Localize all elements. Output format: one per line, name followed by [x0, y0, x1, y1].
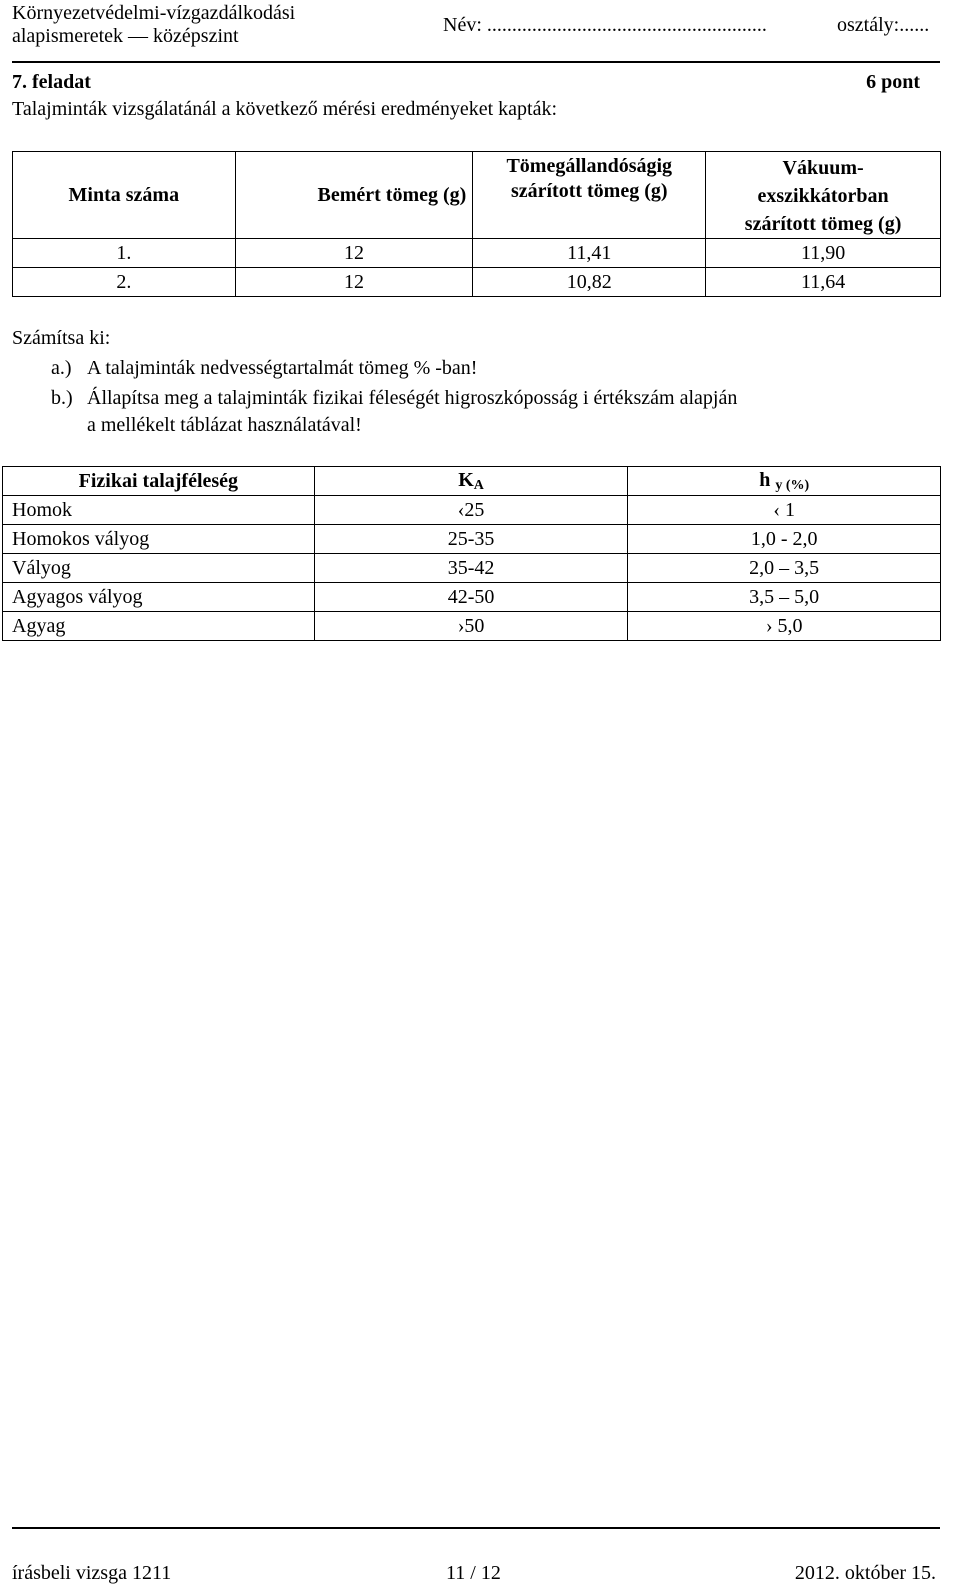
header-hy — [628, 467, 941, 496]
question-b-text-line1: Állapítsa meg a talajminták fizikai féleségét higroszkóposság i értékszám alapján — [87, 387, 738, 409]
table-row — [3, 496, 941, 525]
footer-exam-code: írásbeli vizsga 1211 — [12, 1562, 172, 1584]
cell-vakuum: 11,90 — [706, 239, 941, 268]
class-field: osztály:...... — [837, 14, 930, 36]
header-tomegallando — [473, 152, 706, 239]
footer-page-number: 11 / 12 — [446, 1562, 501, 1584]
footer-rule — [12, 1527, 940, 1529]
cell-ka: 35-42 — [314, 554, 628, 583]
header-hy-sub: y (%) — [775, 477, 810, 493]
header-vakuum-line2: exszikkátorban — [757, 185, 889, 207]
header-ka-main: K — [458, 468, 474, 491]
task-title: 7. feladat — [12, 71, 91, 93]
measurement-table-header — [13, 152, 941, 239]
header-talajfeleseg: Fizikai talajféleség — [3, 467, 315, 496]
cell-soil-name: Homokos vályog — [3, 525, 315, 554]
header-ka-sub: A — [473, 477, 484, 493]
subject-line-2: alapismeretek — középszint — [12, 25, 239, 47]
cell-tomeg: 10,82 — [473, 268, 706, 297]
cell-vakuum: 11,64 — [706, 268, 941, 297]
cell-ka: ‹25 — [314, 496, 628, 525]
header-bemert: Bemért tömeg (g) — [235, 152, 473, 239]
footer-date: 2012. október 15. — [794, 1562, 936, 1584]
cell-minta: 1. — [13, 239, 236, 268]
cell-hy: › 5,0 — [628, 612, 941, 641]
table-row — [3, 554, 941, 583]
header-minta: Minta száma — [13, 152, 236, 239]
header-tomegallando-line2: szárított tömeg (g) — [510, 180, 668, 202]
cell-bemert: 12 — [235, 239, 473, 268]
cell-soil-name: Agyagos vályog — [3, 583, 315, 612]
name-field: Név: ........................................................ — [443, 14, 767, 36]
question-a-label: a.) — [51, 357, 72, 379]
table-row — [3, 525, 941, 554]
cell-soil-name: Homok — [3, 496, 315, 525]
table-row — [3, 612, 941, 641]
measurement-table — [12, 151, 941, 297]
cell-hy: 1,0 - 2,0 — [628, 525, 941, 554]
question-a-text: A talajminták nedvességtartalmát tömeg % -ban! — [87, 357, 478, 379]
question-b-label: b.) — [51, 387, 73, 409]
cell-hy: ‹ 1 — [628, 496, 941, 525]
header-hy-main: h — [759, 468, 771, 491]
question-b-text-line2: a mellékelt táblázat használatával! — [87, 414, 362, 436]
cell-ka: 25-35 — [314, 525, 628, 554]
cell-ka: 42-50 — [314, 583, 628, 612]
task-points: 6 pont — [866, 71, 920, 93]
questions-lead: Számítsa ki: — [12, 327, 111, 349]
cell-soil-name: Agyag — [3, 612, 315, 641]
cell-tomeg: 11,41 — [473, 239, 706, 268]
table-row — [3, 583, 941, 612]
cell-hy: 3,5 – 5,0 — [628, 583, 941, 612]
cell-ka: ›50 — [314, 612, 628, 641]
soil-table-header — [3, 467, 941, 496]
task-intro: Talajminták vizsgálatánál a következő mérési eredményeket kapták: — [12, 98, 558, 120]
subject-line-1: Környezetvédelmi-vízgazdálkodási — [12, 2, 296, 24]
cell-minta: 2. — [13, 268, 236, 297]
header-vakuum-line1: Vákuum- — [782, 157, 864, 179]
cell-soil-name: Vályog — [3, 554, 315, 583]
header-ka — [314, 467, 628, 496]
cell-hy: 2,0 – 3,5 — [628, 554, 941, 583]
table-row — [13, 268, 941, 297]
header-vakuum-line3: szárított tömeg (g) — [744, 213, 902, 235]
soil-classification-table — [2, 466, 941, 641]
header-tomegallando-line1: Tömegállandóságig — [506, 155, 673, 177]
header-vakuum — [706, 152, 941, 239]
table-row — [13, 239, 941, 268]
cell-bemert: 12 — [235, 268, 473, 297]
header-rule — [12, 61, 940, 63]
